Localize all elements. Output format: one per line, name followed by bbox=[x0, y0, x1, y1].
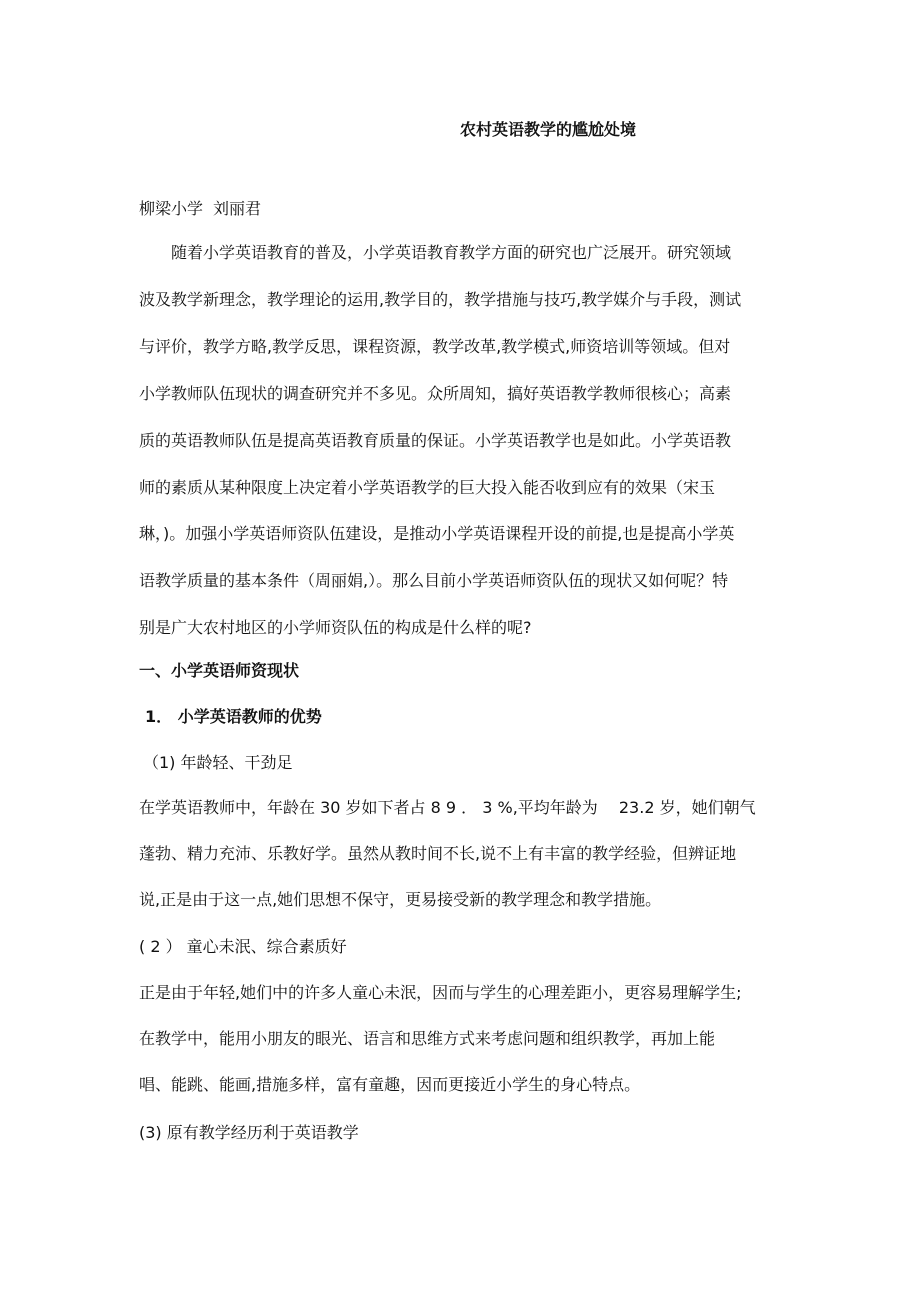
item-label-2: ( 2 ） 童心未泯、综合素质好 bbox=[139, 937, 347, 956]
intro-line: 语教学质量的基本条件（周丽娟,）。那么目前小学英语师资队伍的现状又如何呢？特 bbox=[139, 571, 729, 591]
subsection-heading: 1． 小学英语教师的优势 bbox=[145, 707, 322, 726]
author-name: 刘丽君 bbox=[213, 199, 262, 218]
body-line: 在教学中，能用小朋友的眼光、语言和思维方式来考虑问题和组织教学，再加上能 bbox=[139, 1029, 716, 1048]
body-line: 正是由于年轻,她们中的许多人童心未泯，因而与学生的心理差距小，更容易理解学生; bbox=[139, 983, 742, 1002]
intro-line: 随着小学英语教育的普及，小学英语教育教学方面的研究也广泛展开。研究领域 bbox=[171, 243, 732, 262]
author-school: 柳梁小学 bbox=[139, 199, 204, 218]
intro-line: 师的素质从某种限度上决定着小学英语教学的巨大投入能否收到应有的效果（宋玉 bbox=[139, 477, 716, 497]
intro-paragraph bbox=[139, 230, 784, 652]
body-line: 说,正是由于这一点,她们思想不保守，更易接受新的教学理念和教学措施。 bbox=[139, 890, 662, 909]
item-label-1: （1) 年龄轻、干劲足 bbox=[143, 753, 293, 772]
intro-line: 小学教师队伍现状的调查研究并不多见。众所周知，搞好英语教学教师很核心；高素 bbox=[139, 383, 732, 403]
intro-line: 琳，)。加强小学英语师资队伍建设，是推动小学英语课程开设的前提,也是提高小学英 bbox=[139, 524, 735, 544]
intro-line: 别是广大农村地区的小学师资队伍的构成是什么样的呢? bbox=[139, 618, 532, 638]
section-heading: 一、小学英语师资现状 bbox=[139, 661, 300, 680]
intro-line: 与评价，教学方略,教学反思，课程资源，教学改革,教学模式,师资培训等领域。但对 bbox=[139, 336, 731, 356]
body-line: 蓬勃、精力充沛、乐教好学。虽然从教时间不长,说不上有丰富的教学经验，但辨证地 bbox=[139, 844, 737, 863]
intro-line: 波及教学新理念，教学理论的运用,教学目的，教学措施与技巧,教学媒介与手段，测试 bbox=[139, 289, 742, 309]
author-line bbox=[139, 196, 261, 219]
item-body-1 bbox=[139, 785, 789, 923]
body-line: 在学英语教师中，年龄在 30 岁如下者占 8 9 ． 3 %,平均年龄为 23.2 岁，她们朝气 bbox=[139, 798, 756, 817]
document-title: 农村英语教学的尴尬处境 bbox=[460, 120, 637, 139]
intro-line: 质的英语教师队伍是提高英语教育质量的保证。小学英语教学也是如此。小学英语教 bbox=[139, 430, 732, 450]
body-line: 唱、能跳、能画,措施多样，富有童趣，因而更接近小学生的身心特点。 bbox=[139, 1075, 641, 1094]
item-label-3: (3) 原有教学经历利于英语教学 bbox=[139, 1123, 359, 1142]
item-body-2 bbox=[139, 970, 789, 1108]
